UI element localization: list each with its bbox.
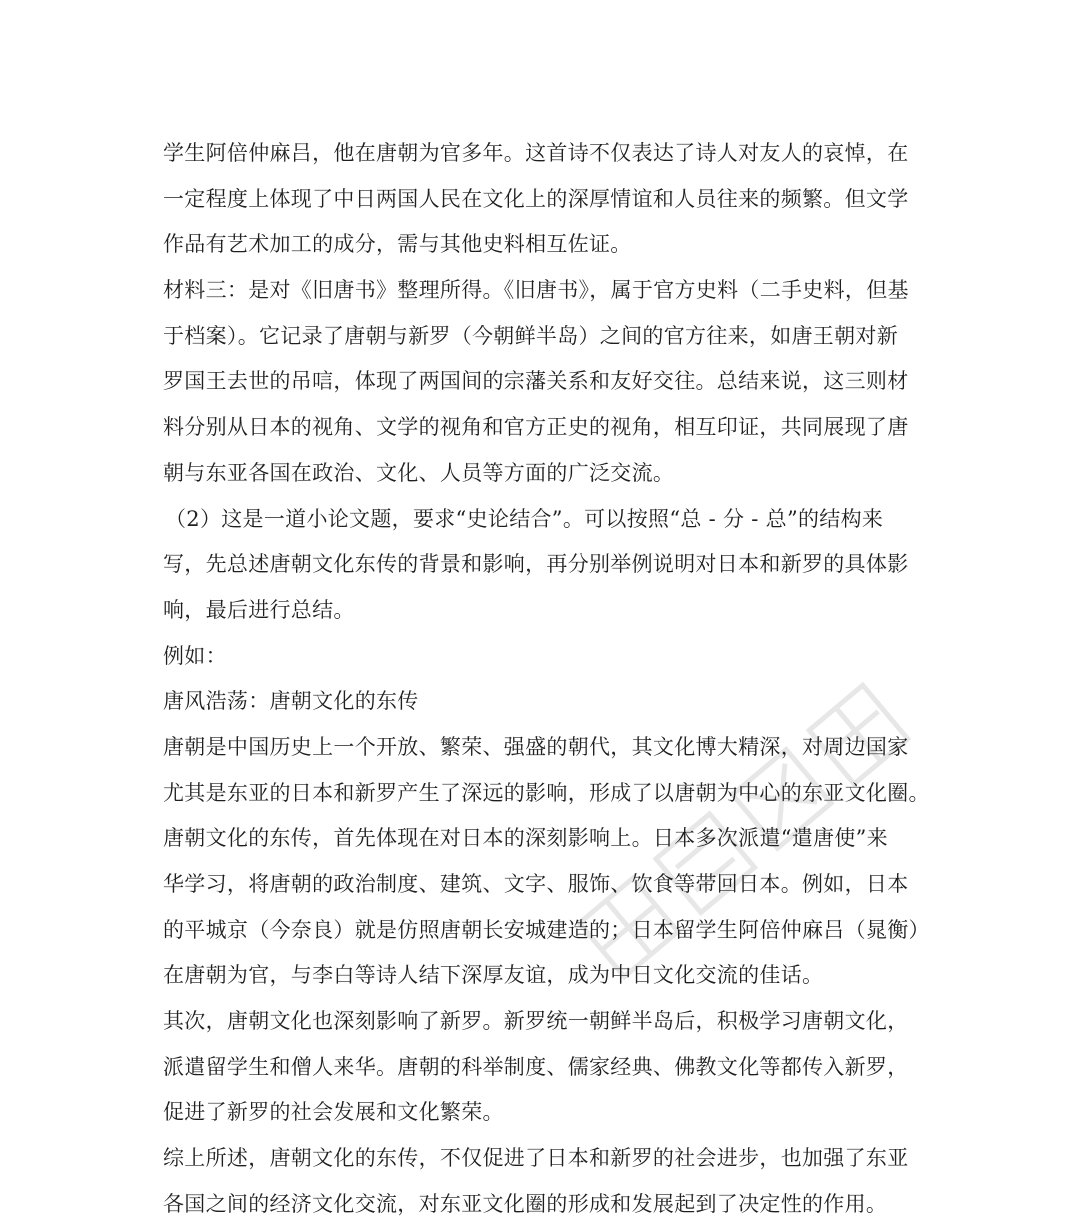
text-line: 在唐朝为官，与李白等诗人结下深厚友谊，成为中日文化交流的佳话。 [163, 963, 824, 988]
text-line: 综上所述，唐朝文化的东传，不仅促进了日本和新罗的社会进步，也加强了东亚 [163, 1146, 909, 1171]
text-line: 唐朝是中国历史上一个开放、繁荣、强盛的朝代，其文化博大精深，对周边国家 [163, 734, 909, 759]
document-body [163, 131, 930, 1228]
text-line: 华学习，将唐朝的政治制度、建筑、文字、服饰、饮食等带回日本。例如，日本 [163, 872, 909, 896]
text-line: 各国之间的经济文化交流，对东亚文化圈的形成和发展起到了决定性的作用。 [163, 1191, 888, 1216]
text-line: 学生阿倍仲麻吕，他在唐朝为官多年。这首诗不仅表达了诗人对友人的哀悼，在 [163, 141, 909, 165]
text-line: 响，最后进行总结。 [163, 597, 355, 622]
text-line: 的平城京（今奈良）就是仿照唐朝长安城建造的；日本留学生阿倍仲麻吕（晁衡） [163, 917, 930, 942]
text-line: 料分别从日本的视角、文学的视角和官方正史的视角，相互印证，共同展现了唐 [163, 415, 909, 440]
essay-title: 唐风浩荡：唐朝文化的东传 [163, 689, 419, 714]
text-line: 罗国王去世的吊唁，体现了两国间的宗藩关系和友好交往。总结来说，这三则材 [163, 369, 909, 394]
text-line: 于档案）。它记录了唐朝与新罗（今朝鲜半岛）之间的官方往来，如唐王朝对新 [163, 323, 898, 348]
text-line: 派遣留学生和僧人来华。唐朝的科举制度、儒家经典、佛教文化等都传入新罗， [163, 1054, 909, 1079]
text-line: 促进了新罗的社会发展和文化繁荣。 [163, 1100, 504, 1125]
text-line: 材料三：是对《旧唐书》整理所得。《旧唐书》，属于官方史料（二手史料，但基 [163, 278, 909, 303]
text-line: 尤其是东亚的日本和新罗产生了深远的影响，形成了以唐朝为中心的东亚文化圈。 [163, 780, 930, 805]
text-line: 唐朝文化的东传，首先体现在对日本的深刻影响上。日本多次派遣“遣唐使”来 [163, 826, 888, 851]
text-line: （2）这是一道小论文题，要求“史论结合”。可以按照“总 - 分 - 总”的结构来 [165, 506, 884, 531]
text-line: 写，先总述唐朝文化东传的背景和影响，再分别举例说明对日本和新罗的具体影 [163, 552, 909, 577]
text-line: 作品有艺术加工的成分，需与其他史料相互佐证。 [163, 232, 632, 257]
text-line: 例如： [163, 643, 227, 668]
text-line: 一定程度上体现了中日两国人民在文化上的深厚情谊和人员往来的频繁。但文学 [163, 186, 909, 211]
text-line: 其次，唐朝文化也深刻影响了新罗。新罗统一朝鲜半岛后，积极学习唐朝文化， [163, 1009, 909, 1034]
text-line: 朝与东亚各国在政治、文化、人员等方面的广泛交流。 [163, 460, 675, 485]
